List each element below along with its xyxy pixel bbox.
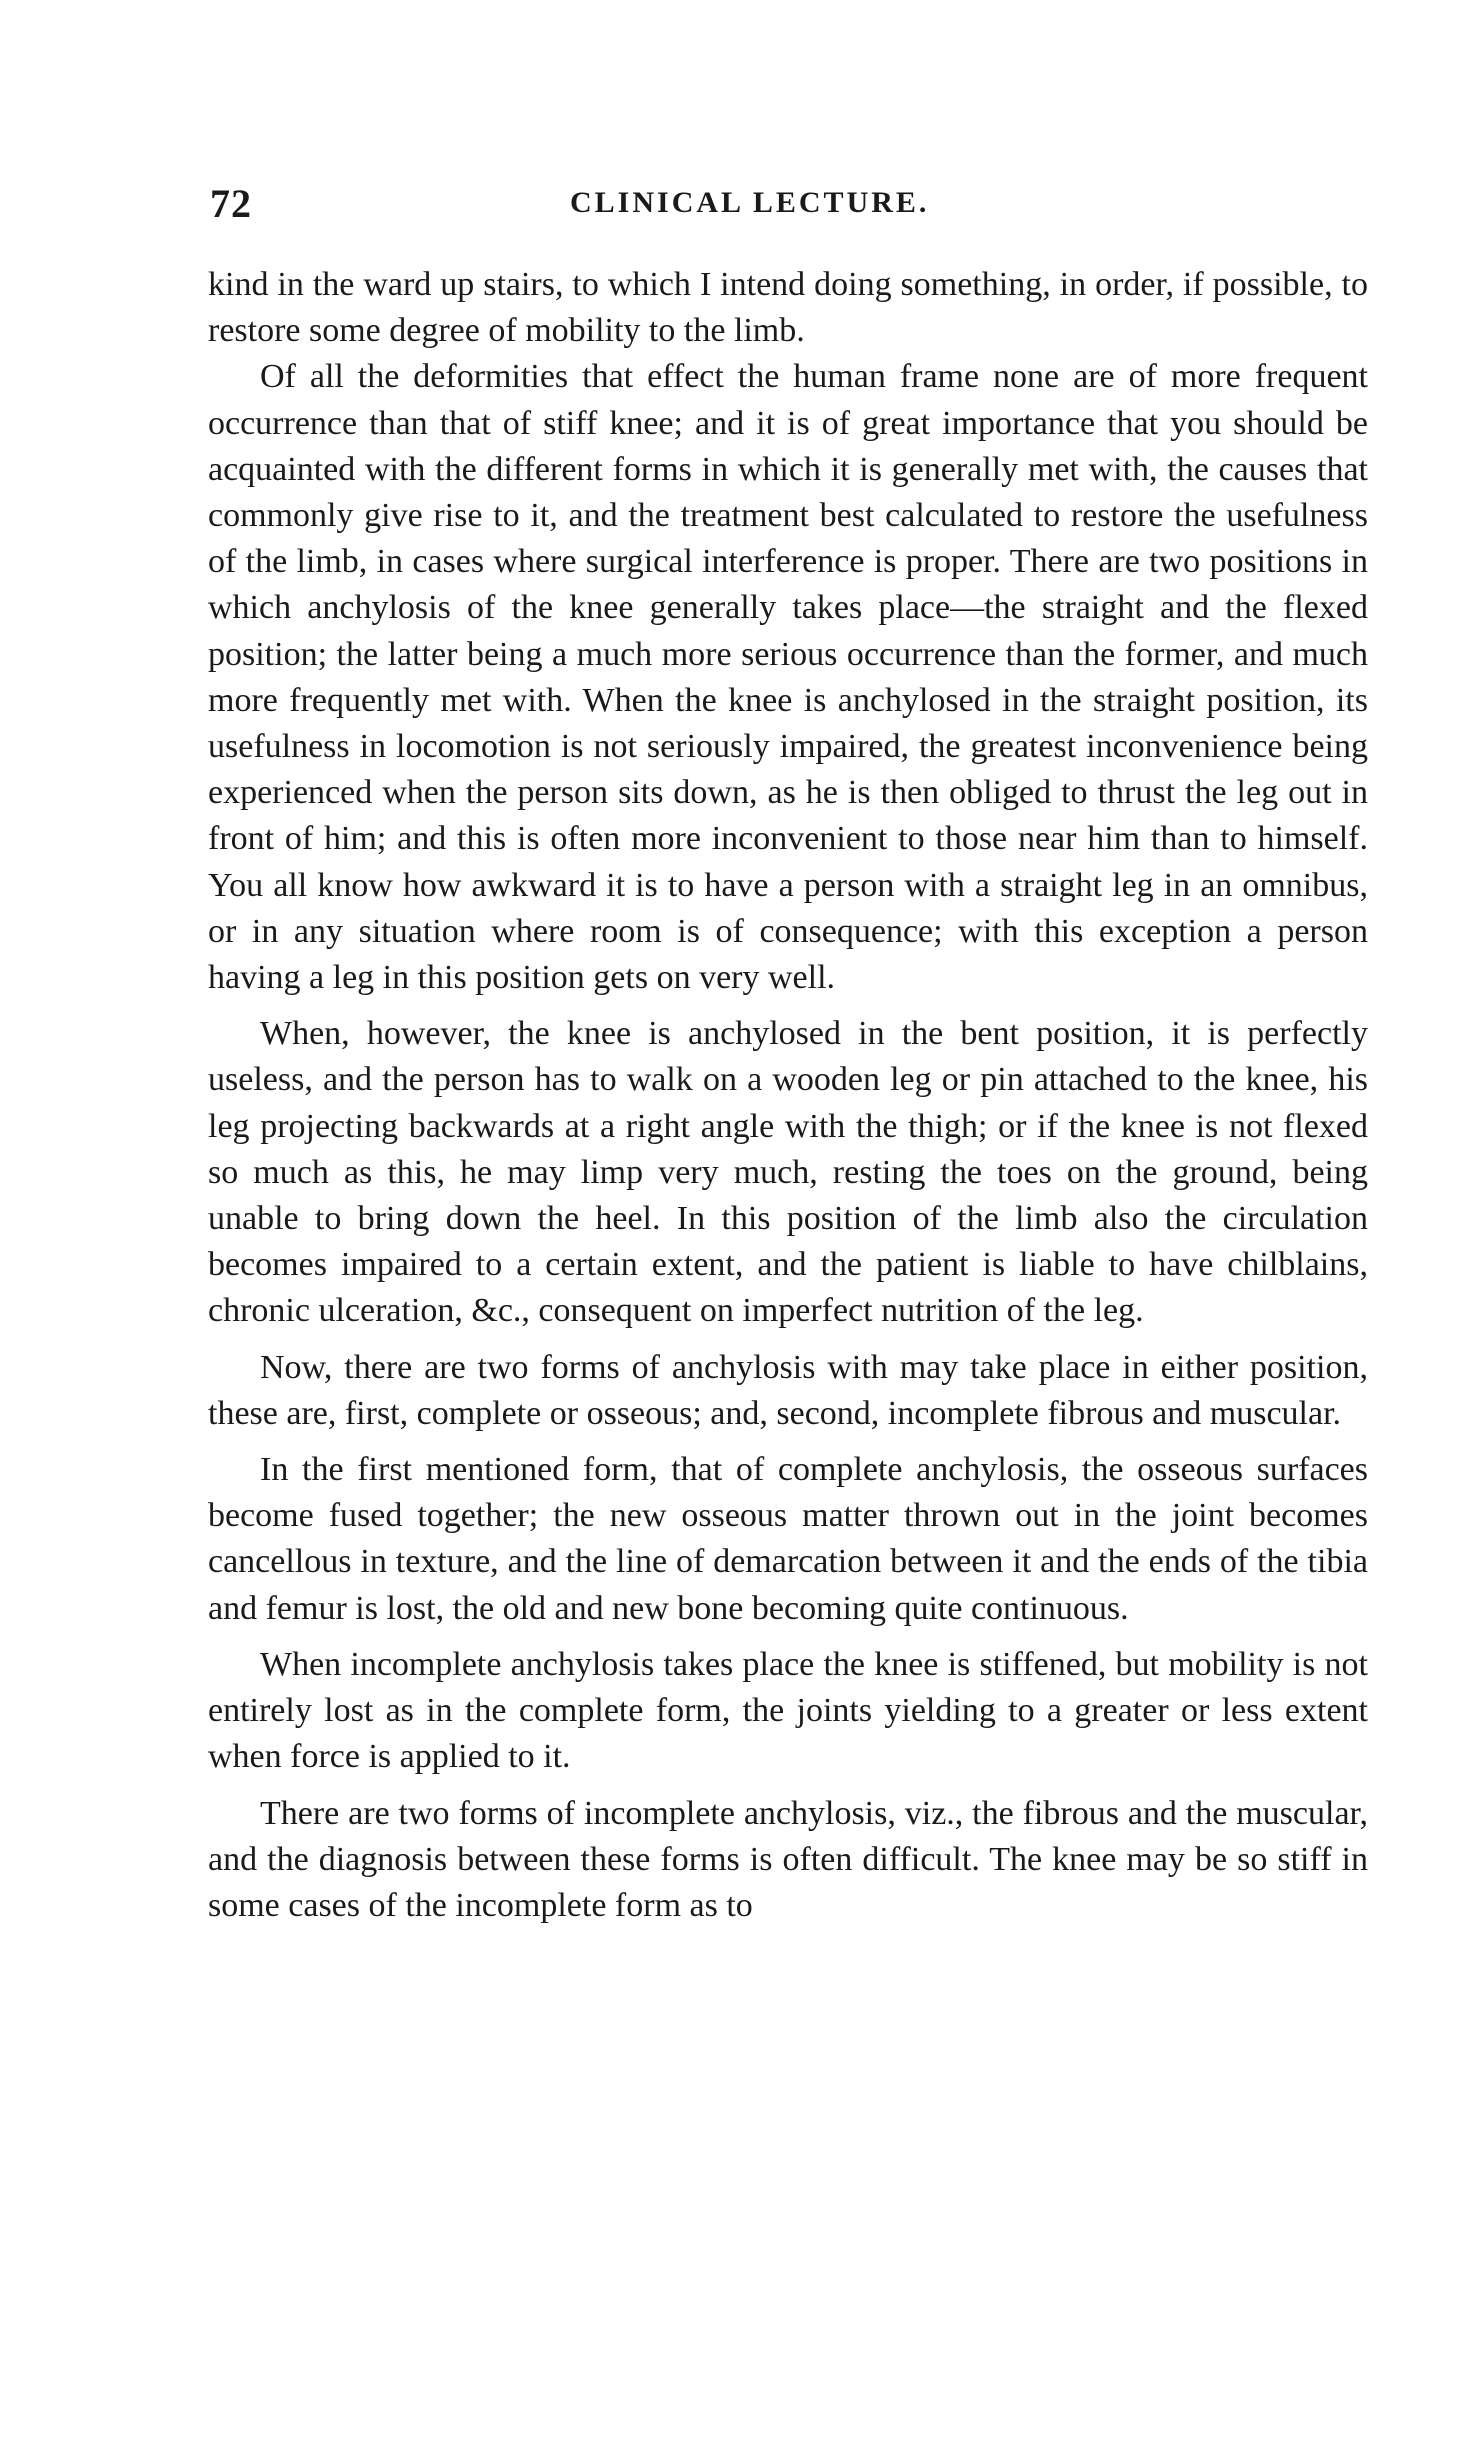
running-title: CLINICAL LECTURE. [570,186,930,219]
page-number: 72 [210,181,252,226]
paragraph-deformities: Of all the deformities that effect the human frame none are of more frequent occurrence than that of stiff knee; and it is of great importance that you should be acquainted with the different forms in which it is generally met with, the causes that commonly give rise to it, and the treatment best calculated to restore the usefulness of the limb, in cases where surgical interference is proper. There are two positions in which anchylosis of the knee generally takes place—the straight and the flexed position; the latter being a much more serious occurrence than the former, and much more frequently met with. When the knee is anchylosed in the straight position, its usefulness in locomotion is not seriously impaired, the greatest inconvenience being experienced when the person sits down, as he is then obliged to thrust the leg out in front of him; and this is often more inconvenient to those near him than to himself. You all know how awkward it is to have a person with a straight leg in an omnibus, or in any situation where room is of consequence; with this exception a person having a leg in this position gets on very well. [208,358,1368,997]
paragraph-fibrous-muscular: There are two forms of incomplete anchylosis, viz., the fibrous and the muscular, and the diagnosis between these forms is often difficult. The knee may be so stiff in some cases of the incomplete form as to [208,1794,1368,1924]
running-head [210,180,1370,230]
paragraph-continuation: kind in the ward up stairs, to which I intend doing something, in order, if possible, to restore some degree of mobility to the limb. [208,266,1368,350]
paragraph-incomplete-anchylosis: When incomplete anchylosis takes place the knee is stiffened, but mobility is not entirely lost as in the complete form, the joints yielding to a greater or less extent when force is applied to it. [208,1645,1368,1776]
paragraph-two-forms: Now, there are two forms of anchylosis with may take place in either position, these are, first, complete or osseous; and, second, incomplete fibrous and muscular. [208,1348,1368,1432]
paragraph-bent-position: When, however, the knee is anchylosed in the bent position, it is perfectly useless, and the person has to walk on a wooden leg or pin attached to the knee, his leg projecting backwards at a right angle with the thigh; or if the knee is not flexed so much as this, he may limp very much, resting the toes on the ground, being unable to bring down the heel. In this position of the limb also the circulation becomes impaired to a certain extent, and the patient is liable to have chilblains, chronic ulceration, &c., consequent on imperfect nutrition of the leg. [208,1015,1368,1330]
body-text [208,262,1368,1939]
paragraph-complete-anchylosis: In the first mentioned form, that of complete anchylosis, the osseous surfaces become fused together; the new osseous matter thrown out in the joint becomes cancellous in texture, and the line of demarcation between it and the ends of the tibia and femur is lost, the old and new bone becoming quite continuous. [208,1451,1368,1627]
